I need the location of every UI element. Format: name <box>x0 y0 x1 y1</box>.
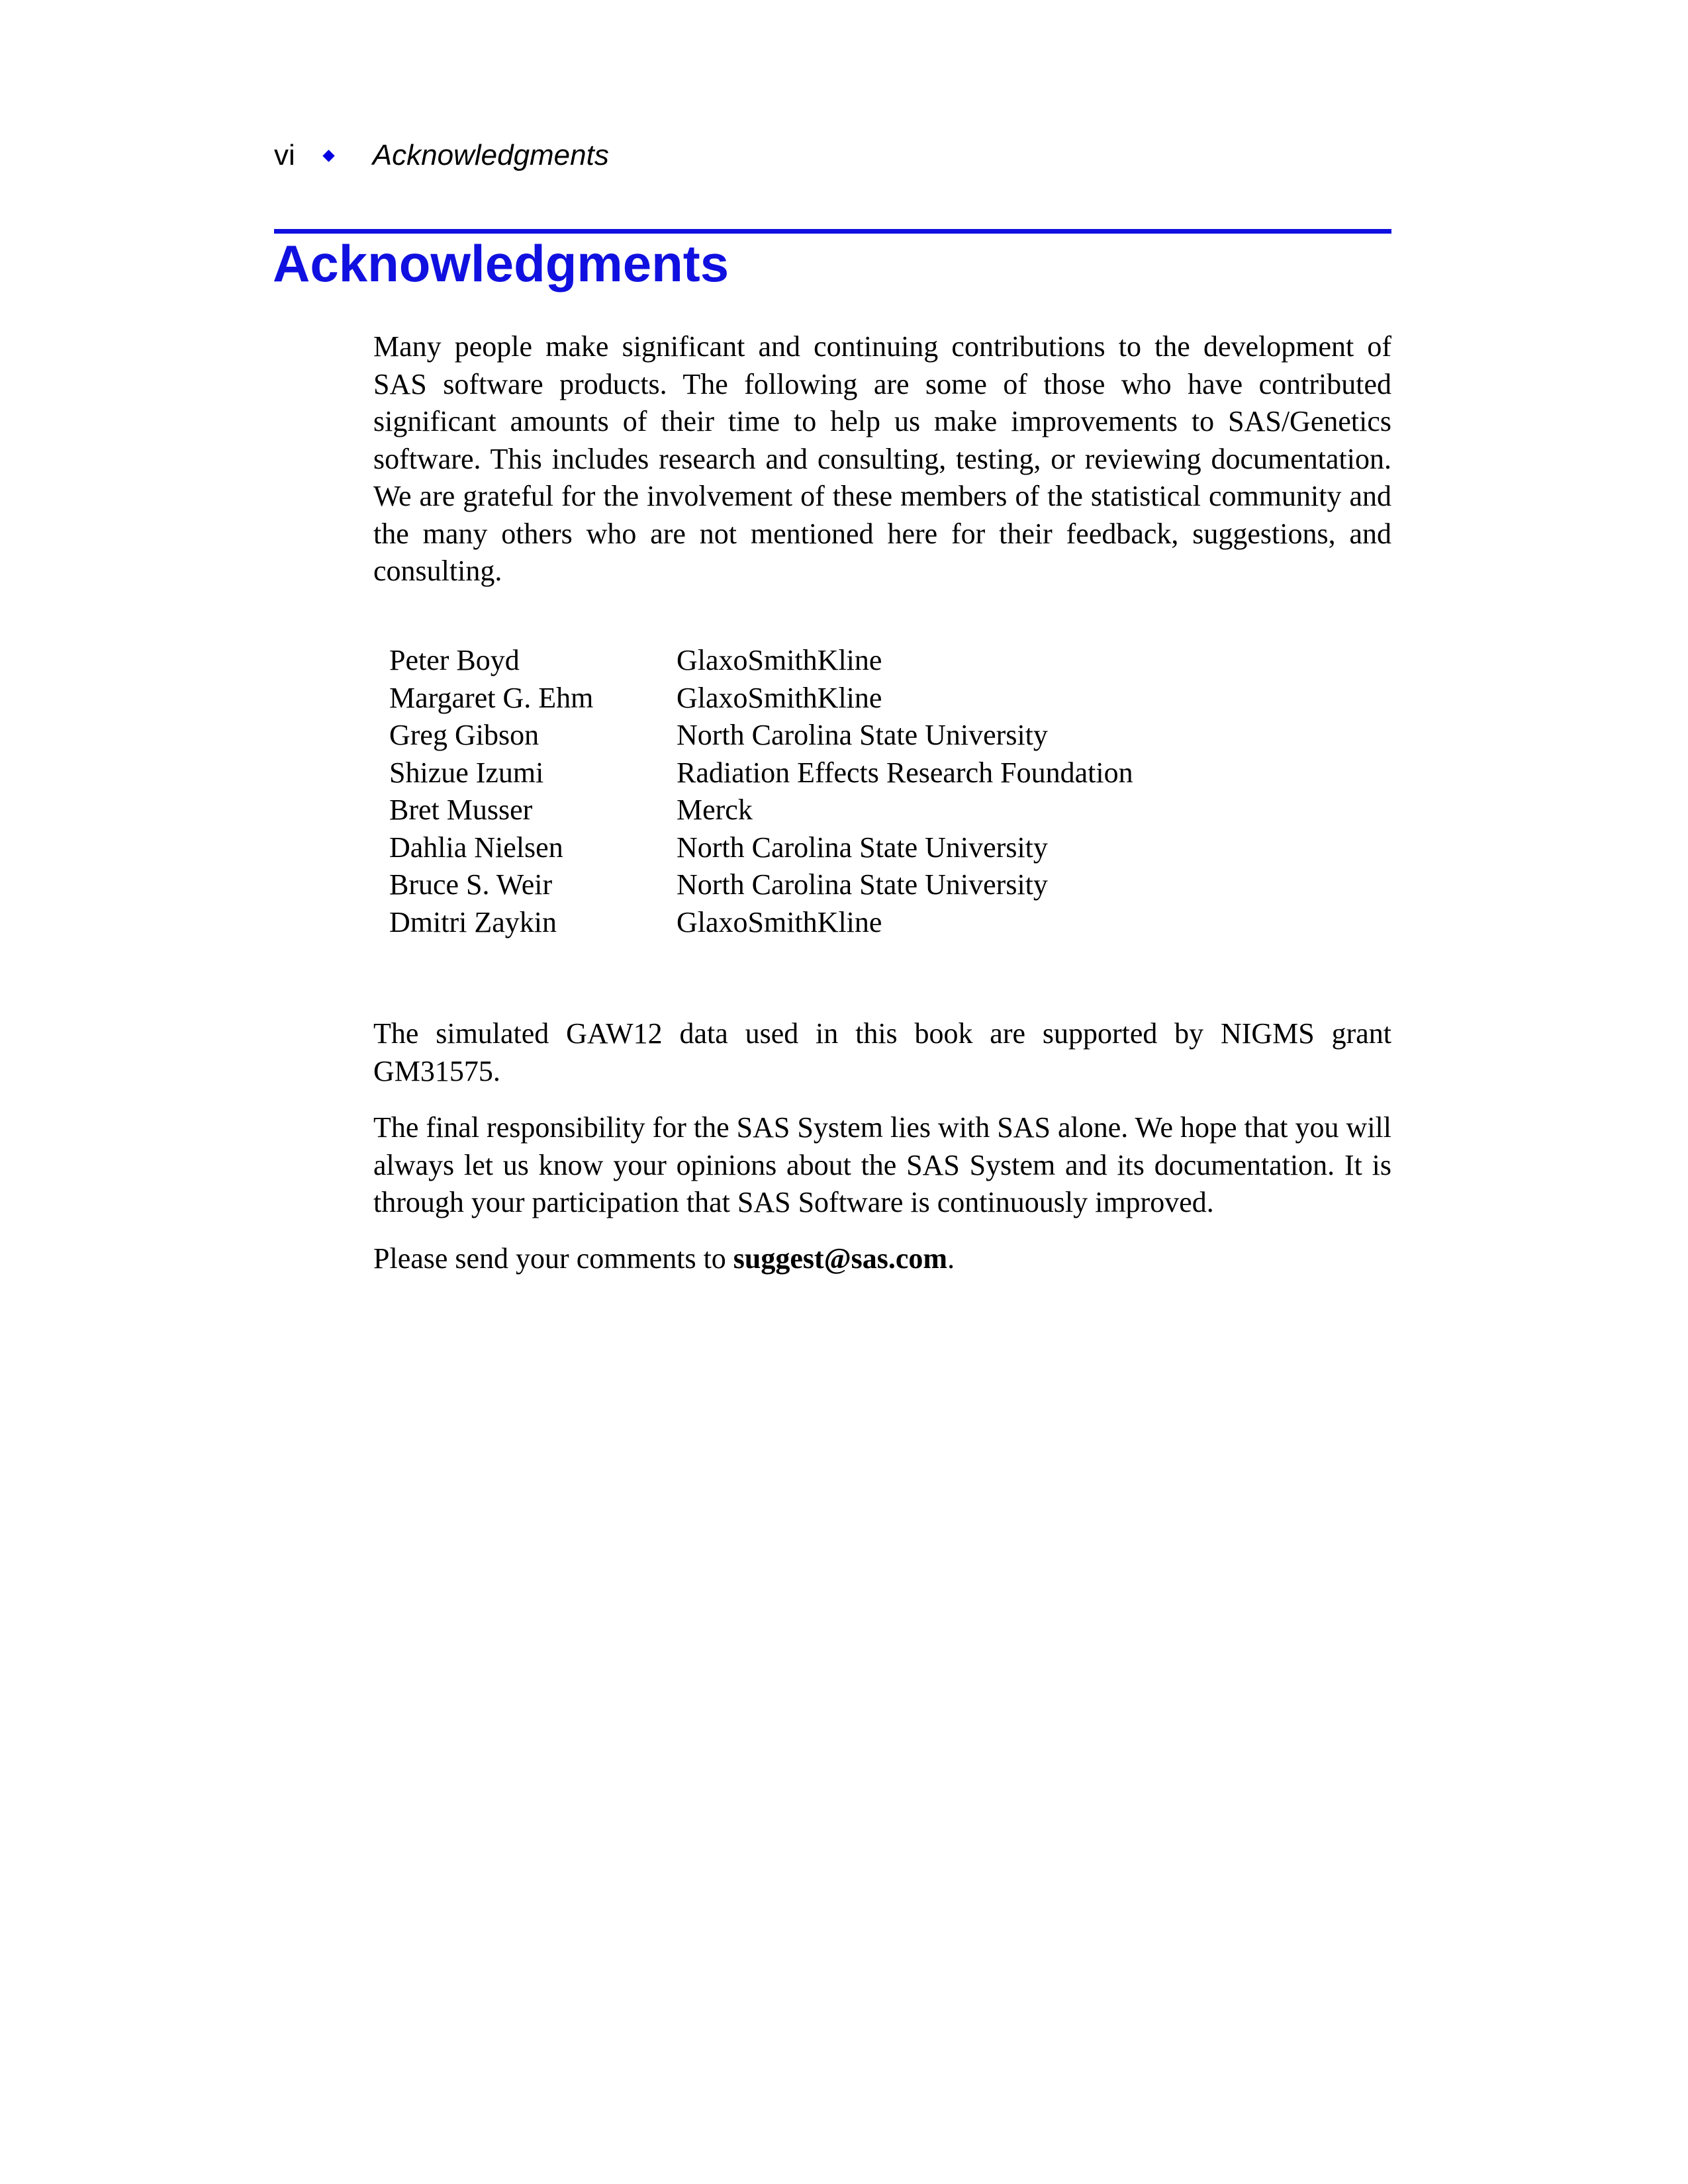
email-link[interactable]: suggest@sas.com <box>733 1242 948 1275</box>
contributor-affiliation: North Carolina State University <box>677 868 1048 901</box>
comments-paragraph <box>373 1240 1391 1278</box>
contributor-affiliation: GlaxoSmithKline <box>677 644 882 676</box>
contributor-affiliation: GlaxoSmithKline <box>677 905 882 938</box>
intro-paragraph: Many people make significant and continuing contributions to the development of SAS software products. The following are some of those who have contributed significant amounts of their time to help us make improvements to SAS/Genetics software. This includes research and consulting, testing, or reviewing documentation. We are grateful for the involvement of these members of the statistical community and the many others who are not mentioned here for their feedback, suggestions, and consulting. <box>373 330 1391 587</box>
contributor-name: Dmitri Zaykin <box>389 905 557 938</box>
contributor-row <box>389 829 1133 867</box>
running-head-title: Acknowledgments <box>372 139 609 171</box>
chapter-title: Acknowledgments <box>273 234 729 293</box>
contributor-affiliation: GlaxoSmithKline <box>677 681 882 714</box>
contributor-row <box>389 642 1133 680</box>
contributor-affiliation: North Carolina State University <box>677 719 1048 751</box>
contributor-name: Dahlia Nielsen <box>389 831 563 864</box>
contributor-affiliation: Radiation Effects Research Foundation <box>677 756 1133 789</box>
contributor-row <box>389 717 1133 754</box>
final-paragraph: The final responsibility for the SAS System lies with SAS alone. We hope that you will always let us know your opinions about the SAS System and its documentation. It is through your participation that SAS Software is continuously improved. <box>373 1111 1391 1218</box>
contributor-row <box>389 680 1133 717</box>
contributor-affiliation: Merck <box>677 794 753 826</box>
contributor-name: Peter Boyd <box>389 644 520 676</box>
page-number: vi <box>274 139 295 171</box>
contributor-row <box>389 754 1133 792</box>
running-head <box>274 132 609 179</box>
contributor-name: Bruce S. Weir <box>389 868 553 901</box>
contributor-name: Bret Musser <box>389 794 533 826</box>
comments-suffix: . <box>947 1242 955 1275</box>
contributor-row <box>389 792 1133 829</box>
contributor-row <box>389 866 1133 904</box>
contributors-list <box>389 642 1133 941</box>
contributor-name: Margaret G. Ehm <box>389 681 594 714</box>
contributor-row <box>389 904 1133 942</box>
contributor-name: Shizue Izumi <box>389 756 544 789</box>
diamond-bullet-icon <box>322 150 334 161</box>
gaw-paragraph: The simulated GAW12 data used in this book are supported by NIGMS grant GM31575. <box>373 1017 1391 1087</box>
contributor-affiliation: North Carolina State University <box>677 831 1048 864</box>
contributor-name: Greg Gibson <box>389 719 539 751</box>
comments-prefix: Please send your comments to <box>373 1242 733 1275</box>
